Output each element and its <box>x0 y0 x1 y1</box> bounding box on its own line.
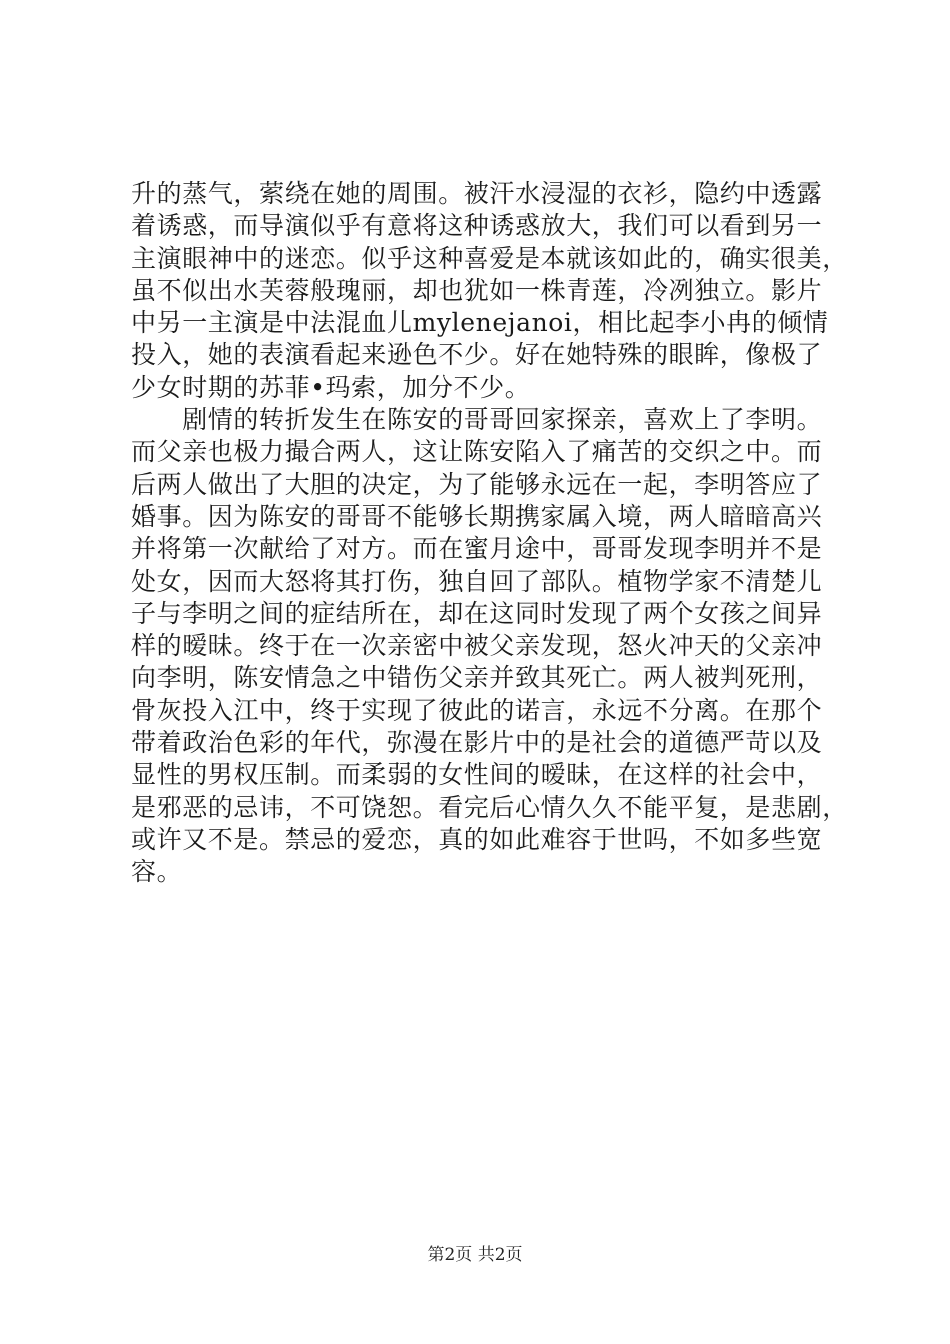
text-line: 处女，因而大怒将其打伤，独自回了部队。植物学家不清楚儿 <box>131 566 823 596</box>
text-line: 容。 <box>131 857 183 887</box>
text-line: 中另一主演是中法混血儿mylenejanoi，相比起李小冉的倾情 <box>131 308 829 338</box>
text-line: 带着政治色彩的年代，弥漫在影片中的是社会的道德严苛以及 <box>131 728 823 758</box>
text-line: 剧情的转折发生在陈安的哥哥回家探亲，喜欢上了李明。 <box>131 405 823 435</box>
text-line: 并将第一次献给了对方。而在蜜月途中，哥哥发现李明并不是 <box>131 534 823 564</box>
text-line: 升的蒸气，萦绕在她的周围。被汗水浸湿的衣衫，隐约中透露 <box>131 179 823 208</box>
text-line: 婚事。因为陈安的哥哥不能够长期携家属入境，两人暗暗高兴 <box>131 501 823 531</box>
text-line: 是邪恶的忌讳，不可饶恕。看完后心情久久不能平复，是悲剧， <box>131 792 848 822</box>
text-line: 后两人做出了大胆的决定，为了能够永远在一起，李明答应了 <box>131 469 823 499</box>
page-number-footer: 第2页 共2页 <box>427 1245 523 1265</box>
text-line: 子与李明之间的症结所在，却在这同时发现了两个女孩之间异 <box>131 598 823 628</box>
text-line: 少女时期的苏菲•玛索，加分不少。 <box>131 372 531 402</box>
text-line: 或许又不是。禁忌的爱恋，真的如此难容于世吗，不如多些宽 <box>131 824 823 854</box>
text-line: 投入，她的表演看起来逊色不少。好在她特殊的眼眸，像极了 <box>131 340 823 370</box>
text-line: 主演眼神中的迷恋。似乎这种喜爱是本就该如此的，确实很美， <box>131 243 848 273</box>
text-line: 显性的男权压制。而柔弱的女性间的暧昧，在这样的社会中， <box>131 760 823 790</box>
text-line: 而父亲也极力撮合两人，这让陈安陷入了痛苦的交织之中。而 <box>131 437 823 467</box>
text-line: 虽不似出水芙蓉般瑰丽，却也犹如一株青莲，冷冽独立。影片 <box>131 275 823 305</box>
text-line: 着诱惑，而导演似乎有意将这种诱惑放大，我们可以看到另一 <box>131 211 823 241</box>
text-line: 样的暧昧。终于在一次亲密中被父亲发现，怒火冲天的父亲冲 <box>131 631 823 661</box>
text-line: 骨灰投入江中，终于实现了彼此的诺言，永远不分离。在那个 <box>131 695 823 725</box>
text-line: 向李明，陈安情急之中错伤父亲并致其死亡。两人被判死刑， <box>131 663 823 693</box>
body-text <box>131 178 848 889</box>
